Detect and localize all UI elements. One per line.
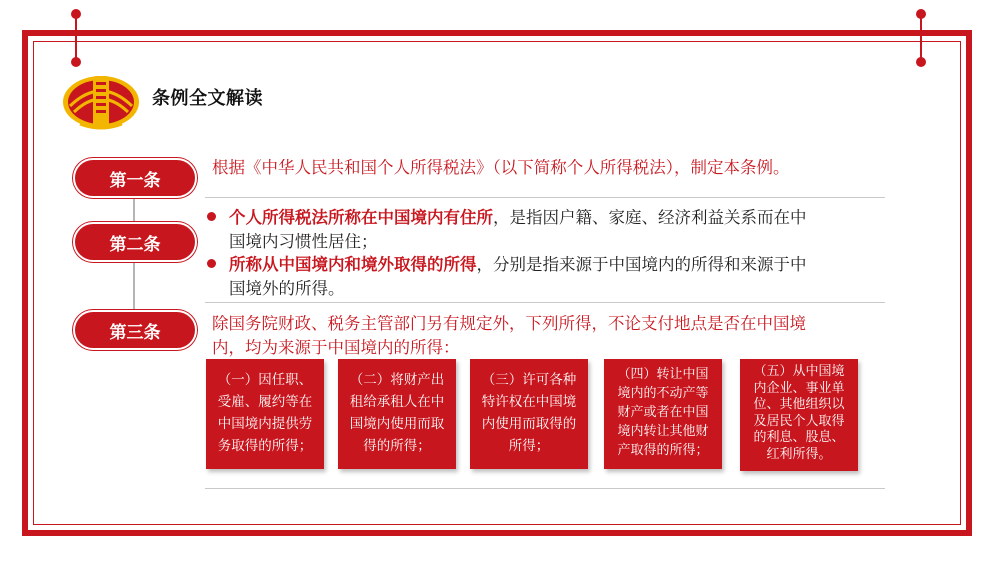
article-1-text: 根据《中华人民共和国个人所得税法》（以下简称个人所得税法），制定本条例。 (212, 158, 790, 177)
item-3-line-3: 内使用而取得的 (481, 416, 577, 432)
article-2-bullet-2-line-2: 国境外的所得。 (229, 279, 345, 298)
separator-3 (205, 488, 885, 489)
item-4-line-5: 产取得的所得； (617, 443, 709, 458)
separator-1 (205, 197, 885, 198)
item-1-line-2: 受雇、履约等在 (217, 394, 313, 410)
item-2-line-3: 国境内使用而取 (349, 416, 445, 432)
article-2-bullet-2-highlight: 所称从中国境内和境外取得的所得 (229, 255, 477, 274)
item-4-line-2: 境内的不动产等 (617, 386, 709, 401)
article-2-label: 第二条 (73, 222, 197, 262)
article-1-label: 第一条 (73, 158, 197, 198)
item-1-line-1: （一）因任职、 (217, 372, 313, 388)
pin-dot-right-top (916, 9, 926, 19)
article-3-intro-line-1: 除国务院财政、税务主管部门另有规定外，下列所得，不论支付地点是否在中国境 (212, 314, 806, 333)
item-3-line-1: （三）许可各种 (481, 372, 577, 388)
tax-emblem-icon (60, 66, 142, 132)
article-3-intro-line-2: 内，均为来源于中国境内的所得： (212, 338, 460, 357)
article-2-bullet-1-highlight: 个人所得税法所称在中国境内有住所 (229, 208, 493, 227)
item-5-line-4: 及居民个人取得 (753, 413, 845, 429)
item-5-line-1: （五）从中国境 (753, 364, 845, 379)
article-2-bullet-1-line-2: 国境内习惯性居住； (229, 232, 378, 251)
article-3-item-2 (338, 359, 456, 469)
article-3-item-4 (604, 359, 722, 469)
item-5-line-5: 的利息、股息、 (753, 430, 845, 445)
pin-line-left (75, 14, 77, 62)
item-2-line-4: 得的所得； (363, 438, 431, 454)
article-3-item-1 (206, 359, 324, 469)
item-3-line-4: 所得； (508, 438, 550, 454)
article-3-item-5 (740, 359, 858, 471)
item-4-line-1: （四）转让中国 (617, 367, 709, 382)
item-5-line-6: 红利所得。 (766, 446, 832, 462)
article-3-label: 第三条 (73, 310, 197, 350)
article-2-bullet-2-rest: ，分别是指来源于中国境内的所得和来源于中 (476, 255, 807, 274)
item-2-line-1: （二）将财产出 (349, 372, 445, 388)
article-3-item-3 (470, 359, 588, 469)
page-title: 条例全文解读 (152, 88, 263, 109)
item-5-line-3: 位、其他组织以 (753, 397, 845, 412)
pin-line-right (920, 14, 922, 62)
item-4-line-4: 境内转让其他财 (617, 424, 709, 439)
item-2-line-2: 租给承租人在中 (349, 394, 445, 410)
item-5-line-2: 内企业、事业单 (753, 380, 845, 396)
article-2-bullet-1-line-1 (229, 206, 807, 230)
pin-dot-left-top (71, 9, 81, 19)
bullet-dot-icon (207, 212, 216, 221)
pin-dot-right-bottom (916, 57, 926, 67)
item-4-line-3: 财产或者在中国 (617, 405, 709, 420)
bullet-dot-icon (207, 259, 216, 268)
article-2-bullet-1-rest: ，是指因户籍、家庭、经济利益关系而在中 (493, 208, 807, 227)
article-2-bullet-2-line-1 (229, 253, 807, 277)
separator-2 (205, 302, 885, 303)
item-3-line-2: 特许权在中国境 (481, 394, 577, 410)
item-1-line-3: 中国境内提供劳 (217, 416, 313, 432)
item-1-line-4: 务取得的所得； (217, 438, 313, 454)
